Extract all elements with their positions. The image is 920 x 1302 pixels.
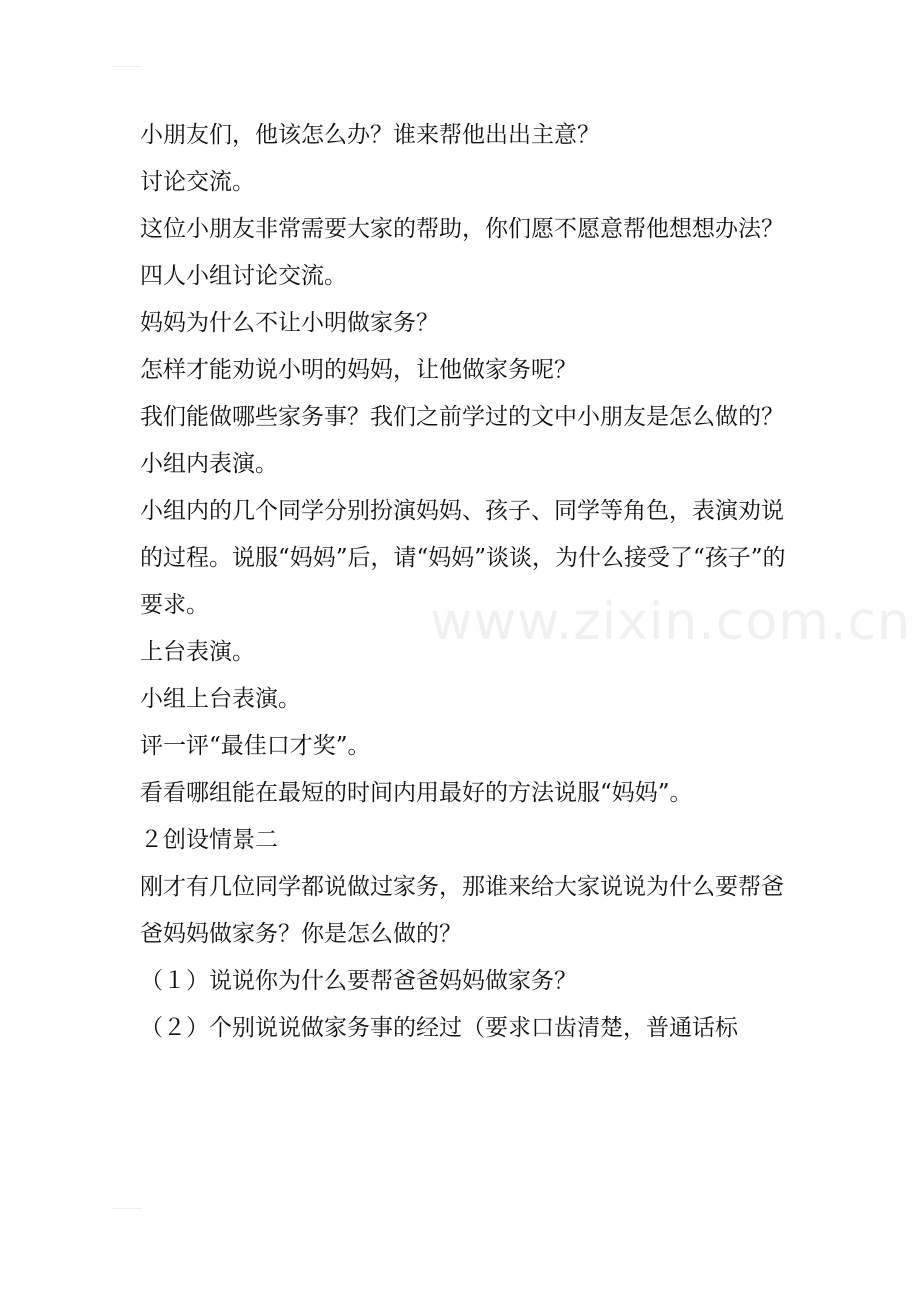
paragraph: 小组内表演。: [140, 451, 278, 477]
paragraph: 我们能做哪些家务事？我们之前学过的文中小朋友是怎么做的？: [140, 404, 784, 430]
paragraph: （２）个别说说做家务事的经过（要求口齿清楚，普通话标: [140, 1015, 738, 1041]
paragraph: （１）说说你为什么要帮爸爸妈妈做家务？: [140, 968, 577, 994]
paragraph: 评一评“最佳口才奖”。: [140, 733, 371, 759]
paragraph: 上台表演。: [140, 639, 255, 665]
paragraph: 小朋友们，他该怎么办？谁来帮他出出主意？: [140, 122, 600, 148]
paragraph: 小组上台表演。: [140, 686, 301, 712]
document-body: [140, 112, 790, 1052]
paragraph: 看看哪组能在最短的时间内用最好的方法说服“妈妈”。: [140, 780, 693, 806]
paragraph: 怎样才能劝说小明的妈妈，让他做家务呢？: [140, 357, 577, 383]
paragraph: 妈妈为什么不让小明做家务？: [140, 310, 439, 336]
paragraph: 这位小朋友非常需要大家的帮助，你们愿不愿意帮他想想办法？: [140, 216, 784, 242]
section-heading: ２创设情景二: [140, 827, 278, 853]
paragraph: 讨论交流。: [140, 169, 255, 195]
page-corner-mark-top: [112, 66, 142, 67]
watermark: www.zixin.com.cn: [430, 592, 911, 652]
paragraph: 四人小组讨论交流。: [140, 263, 347, 289]
page-corner-mark-bottom: [112, 1208, 142, 1209]
paragraph: 刚才有几位同学都说做过家务，那谁来给大家说说为什么要帮爸爸妈妈做家务？你是怎么做的？: [140, 874, 784, 947]
paragraph: 小组内的几个同学分别扮演妈妈、孩子、同学等角色，表演劝说的过程。说服“妈妈”后，请“妈妈”谈谈，为什么接受了“孩子”的要求。: [140, 498, 786, 618]
